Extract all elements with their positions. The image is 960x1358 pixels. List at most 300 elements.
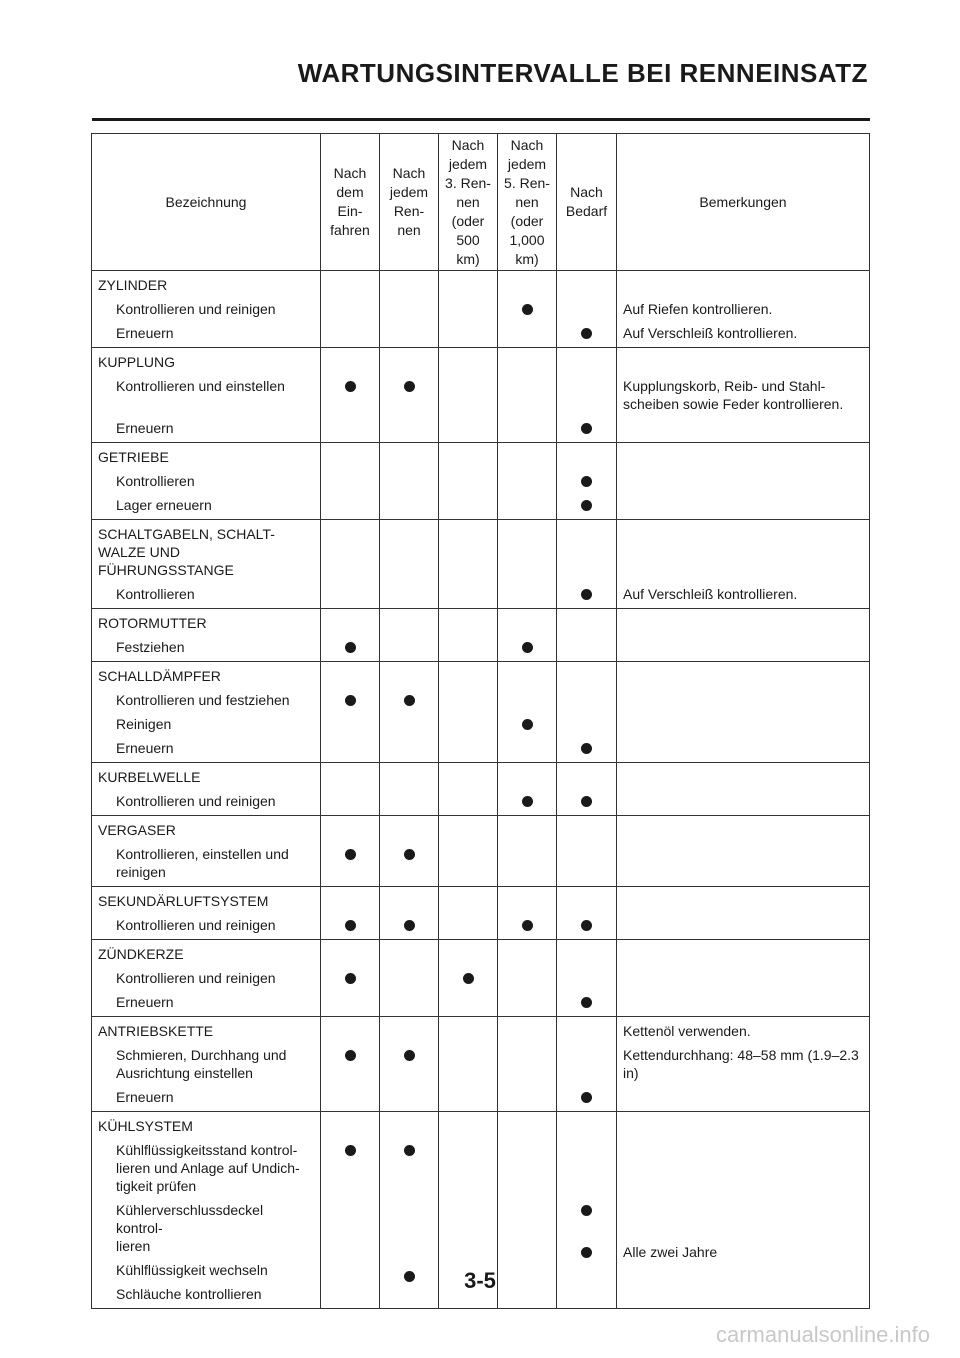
section-remark (623, 353, 863, 371)
check-dot-icon (404, 381, 415, 392)
header-remarks (617, 134, 870, 271)
mark-slot (498, 715, 556, 733)
section-spacer (380, 1022, 438, 1040)
check-dot-icon (522, 920, 533, 931)
mark-slot (498, 845, 556, 881)
task-label: Reinigen (116, 716, 172, 732)
watermark: carmanualsonline.info (715, 1322, 930, 1347)
section-spacer (439, 768, 497, 786)
task-label: Kühlerverschlussdeckel kontrol- lieren (116, 1202, 264, 1254)
interval-cell (380, 940, 439, 1017)
interval-cell (439, 520, 498, 609)
section-spacer (380, 667, 438, 685)
section-spacer (498, 448, 556, 466)
section-spacer (321, 276, 379, 294)
item-name-cell (92, 1017, 321, 1112)
mark-slot (557, 1141, 616, 1195)
mark-slot (439, 1243, 497, 1261)
mark-slot (380, 792, 438, 810)
task-label: Schläuche kontrollieren (116, 1286, 262, 1302)
mark-slot (321, 638, 379, 656)
section-spacer (498, 614, 556, 632)
interval-cell (380, 887, 439, 940)
task-remark (623, 472, 863, 490)
section-spacer (321, 945, 379, 963)
mark-slot (498, 1201, 556, 1237)
header-remarks-label: Bemerkungen (699, 193, 787, 210)
mark-slot (380, 969, 438, 987)
mark-slot (557, 377, 616, 413)
mark-slot (321, 300, 379, 318)
page-number: 3-5 (464, 1268, 496, 1293)
check-dot-icon (345, 920, 356, 931)
mark-slot (498, 1088, 556, 1106)
maintenance-table (91, 133, 870, 1309)
task-label: Kontrollieren (116, 586, 195, 602)
mark-slot (498, 739, 556, 757)
mark-slot (321, 969, 379, 987)
remarks-cell (617, 887, 870, 940)
section-spacer (321, 892, 379, 910)
mark-slot (321, 739, 379, 757)
section-remark (623, 1117, 863, 1135)
check-dot-icon (581, 500, 592, 511)
interval-cell (321, 816, 380, 887)
section-spacer (380, 768, 438, 786)
interval-cell (321, 609, 380, 662)
interval-cell (439, 940, 498, 1017)
table-row (92, 271, 870, 348)
mark-slot (439, 1201, 497, 1237)
mark-slot (498, 1046, 556, 1082)
mark-slot (557, 792, 616, 810)
table-row (92, 662, 870, 763)
check-dot-icon (345, 973, 356, 984)
task-remark (623, 1201, 863, 1237)
mark-slot (557, 300, 616, 318)
mark-slot (439, 691, 497, 709)
mark-slot (439, 969, 497, 987)
task-remark (623, 1088, 863, 1106)
interval-cell (321, 763, 380, 816)
interval-cell (498, 520, 557, 609)
section-remark (623, 525, 863, 579)
title-rule (92, 118, 870, 121)
section-name: KUPPLUNG (98, 354, 176, 370)
check-dot-icon (581, 328, 592, 339)
interval-cell (557, 520, 617, 609)
section-spacer (439, 1117, 497, 1135)
check-dot-icon (581, 476, 592, 487)
table-row (92, 609, 870, 662)
task-remark: Auf Riefen kontrollieren. (623, 301, 773, 317)
section-spacer (557, 667, 616, 685)
item-name-cell (92, 816, 321, 887)
task-remark: Alle zwei Jahre (623, 1244, 718, 1260)
section-remark (623, 768, 863, 786)
section-name: VERGASER (98, 822, 176, 838)
section-spacer (498, 1022, 556, 1040)
section-spacer (498, 821, 556, 839)
interval-cell (557, 887, 617, 940)
mark-slot (380, 585, 438, 603)
remarks-cell (617, 609, 870, 662)
check-dot-icon (522, 642, 533, 653)
check-dot-icon (581, 920, 592, 931)
check-dot-icon (404, 1145, 415, 1156)
section-spacer (439, 945, 497, 963)
interval-cell (498, 940, 557, 1017)
task-remark: Auf Verschleiß kontrollieren. (623, 325, 798, 341)
remarks-cell (617, 662, 870, 763)
remarks-cell (617, 763, 870, 816)
interval-cell (557, 816, 617, 887)
section-spacer (439, 353, 497, 371)
mark-slot (498, 792, 556, 810)
section-spacer (439, 821, 497, 839)
interval-cell (498, 887, 557, 940)
section-spacer (321, 448, 379, 466)
mark-slot (380, 1141, 438, 1195)
check-dot-icon (522, 304, 533, 315)
interval-cell (380, 763, 439, 816)
mark-slot (557, 472, 616, 490)
interval-cell (498, 348, 557, 443)
section-spacer (498, 945, 556, 963)
mark-slot (380, 1243, 438, 1261)
section-spacer (321, 768, 379, 786)
item-name-cell (92, 348, 321, 443)
header-c5: Nach Bedarf (557, 134, 617, 271)
section-remark (623, 892, 863, 910)
mark-slot (321, 1243, 379, 1261)
header-name-label: Bezeichnung (165, 193, 247, 210)
section-remark (623, 276, 863, 294)
check-dot-icon (522, 719, 533, 730)
interval-cell (498, 816, 557, 887)
section-spacer (380, 614, 438, 632)
section-spacer (380, 892, 438, 910)
mark-slot (557, 1088, 616, 1106)
check-dot-icon (345, 849, 356, 860)
header-c2: Nach jedem Ren- nen (380, 134, 439, 271)
mark-slot (498, 472, 556, 490)
mark-slot (498, 419, 556, 437)
interval-cell (557, 443, 617, 520)
section-spacer (557, 525, 616, 579)
interval-cell (439, 662, 498, 763)
mark-slot (380, 993, 438, 1011)
mark-slot (439, 638, 497, 656)
mark-slot (321, 1088, 379, 1106)
item-name-cell (92, 887, 321, 940)
check-dot-icon (581, 423, 592, 434)
interval-cell (321, 940, 380, 1017)
mark-slot (321, 691, 379, 709)
task-label: Festziehen (116, 639, 185, 655)
mark-slot (439, 324, 497, 342)
mark-slot (321, 845, 379, 881)
section-remark: Kettenöl verwenden. (623, 1023, 751, 1039)
mark-slot (380, 739, 438, 757)
section-spacer (380, 1117, 438, 1135)
section-remark (623, 614, 863, 632)
interval-cell (321, 271, 380, 348)
section-spacer (557, 1117, 616, 1135)
mark-slot (439, 1088, 497, 1106)
task-remark (623, 993, 863, 1011)
task-label: Erneuern (116, 325, 174, 341)
section-name: SEKUNDÄRLUFTSYSTEM (98, 893, 269, 909)
section-name: ZÜNDKERZE (98, 946, 184, 962)
mark-slot (321, 993, 379, 1011)
check-dot-icon (522, 796, 533, 807)
mark-slot (557, 969, 616, 987)
mark-slot (321, 1201, 379, 1237)
interval-cell (321, 520, 380, 609)
header-row (92, 134, 870, 271)
remarks-cell (617, 271, 870, 348)
mark-slot (380, 691, 438, 709)
section-spacer (557, 768, 616, 786)
task-remark (623, 691, 863, 709)
mark-slot (380, 715, 438, 733)
interval-cell (321, 443, 380, 520)
task-label: Lager erneuern (116, 497, 212, 513)
task-remark (623, 916, 863, 934)
task-label: Kontrollieren (116, 473, 195, 489)
mark-slot (498, 993, 556, 1011)
mark-slot (380, 300, 438, 318)
task-label: Erneuern (116, 420, 174, 436)
task-remark (623, 792, 863, 810)
mark-slot (557, 1046, 616, 1082)
mark-slot (439, 1046, 497, 1082)
mark-slot (321, 1046, 379, 1082)
section-name: ROTORMUTTER (98, 615, 207, 631)
section-spacer (380, 821, 438, 839)
table-row (92, 443, 870, 520)
interval-cell (380, 816, 439, 887)
mark-slot (498, 1141, 556, 1195)
task-label: Erneuern (116, 1089, 174, 1105)
interval-cell (439, 763, 498, 816)
mark-slot (380, 916, 438, 934)
interval-cell (498, 271, 557, 348)
interval-cell (380, 662, 439, 763)
section-spacer (380, 525, 438, 579)
mark-slot (498, 324, 556, 342)
task-remark: Kupplungskorb, Reib- und Stahl- scheiben sowie Feder kontrollieren. (623, 378, 844, 412)
interval-cell (380, 271, 439, 348)
item-name-cell (92, 763, 321, 816)
interval-cell (557, 348, 617, 443)
section-spacer (557, 892, 616, 910)
section-remark (623, 821, 863, 839)
mark-slot (380, 324, 438, 342)
task-remark (623, 739, 863, 757)
interval-cell (321, 887, 380, 940)
interval-cell (557, 609, 617, 662)
mark-slot (498, 916, 556, 934)
check-dot-icon (345, 1145, 356, 1156)
section-spacer (380, 353, 438, 371)
mark-slot (439, 419, 497, 437)
task-label: Kühlflüssigkeit wechseln (116, 1262, 268, 1278)
mark-slot (557, 845, 616, 881)
check-dot-icon (404, 1050, 415, 1061)
task-label: Kontrollieren und reinigen (116, 970, 276, 986)
section-remark (623, 448, 863, 466)
check-dot-icon (345, 1050, 356, 1061)
mark-slot (557, 585, 616, 603)
section-spacer (321, 821, 379, 839)
task-remark: Kettendurchhang: 48–58 mm (1.9–2.3 in) (623, 1047, 859, 1081)
remarks-cell (617, 348, 870, 443)
section-name: SCHALTGABELN, SCHALT- WALZE UND FÜHRUNGSSTANGE (98, 526, 275, 578)
task-label: Kontrollieren und reinigen (116, 301, 276, 317)
task-label: Kontrollieren und reinigen (116, 917, 276, 933)
remarks-cell (617, 816, 870, 887)
task-label: Erneuern (116, 740, 174, 756)
mark-slot (439, 496, 497, 514)
mark-slot (498, 1243, 556, 1261)
check-dot-icon (345, 695, 356, 706)
check-dot-icon (581, 796, 592, 807)
mark-slot (498, 969, 556, 987)
mark-slot (380, 377, 438, 413)
section-spacer (557, 448, 616, 466)
check-dot-icon (581, 1247, 592, 1258)
mark-slot (557, 691, 616, 709)
interval-cell (498, 443, 557, 520)
section-spacer (321, 1022, 379, 1040)
interval-cell (380, 609, 439, 662)
section-spacer (557, 276, 616, 294)
table-row (92, 816, 870, 887)
mark-slot (380, 1201, 438, 1237)
table-row (92, 763, 870, 816)
mark-slot (439, 715, 497, 733)
check-dot-icon (345, 642, 356, 653)
interval-cell (439, 348, 498, 443)
section-spacer (321, 667, 379, 685)
task-remark (623, 419, 863, 437)
mark-slot (557, 993, 616, 1011)
task-label: Kühlflüssigkeitsstand kontrol- lieren und Anlage auf Undich- tigkeit prüfen (116, 1142, 300, 1194)
mark-slot (439, 916, 497, 934)
interval-cell (439, 609, 498, 662)
interval-cell (498, 1017, 557, 1112)
mark-slot (321, 377, 379, 413)
table-row (92, 1017, 870, 1112)
section-spacer (557, 614, 616, 632)
check-dot-icon (404, 849, 415, 860)
mark-slot (439, 1141, 497, 1195)
mark-slot (557, 1201, 616, 1237)
task-remark (623, 845, 863, 881)
mark-slot (321, 419, 379, 437)
interval-cell (321, 348, 380, 443)
section-spacer (498, 276, 556, 294)
mark-slot (557, 324, 616, 342)
section-name: SCHALLDÄMPFER (98, 668, 221, 684)
item-name-cell (92, 609, 321, 662)
mark-slot (557, 1243, 616, 1261)
table-row (92, 520, 870, 609)
section-spacer (439, 667, 497, 685)
page-title: WARTUNGSINTERVALLE BEI RENNEINSATZ (297, 58, 868, 88)
mark-slot (380, 845, 438, 881)
mark-slot (380, 638, 438, 656)
interval-cell (439, 271, 498, 348)
interval-cell (498, 763, 557, 816)
task-label: Kontrollieren und festziehen (116, 692, 290, 708)
section-spacer (380, 276, 438, 294)
interval-cell (498, 609, 557, 662)
check-dot-icon (345, 381, 356, 392)
interval-cell (380, 1017, 439, 1112)
table-row (92, 887, 870, 940)
section-spacer (321, 614, 379, 632)
check-dot-icon (581, 1092, 592, 1103)
check-dot-icon (404, 695, 415, 706)
section-spacer (498, 667, 556, 685)
remarks-cell (617, 520, 870, 609)
task-remark (623, 1141, 863, 1195)
interval-cell (321, 662, 380, 763)
mark-slot (380, 1088, 438, 1106)
remarks-cell (617, 443, 870, 520)
section-spacer (439, 276, 497, 294)
mark-slot (321, 1141, 379, 1195)
task-remark (623, 496, 863, 514)
mark-slot (380, 472, 438, 490)
mark-slot (498, 377, 556, 413)
section-spacer (380, 945, 438, 963)
mark-slot (439, 300, 497, 318)
mark-slot (498, 638, 556, 656)
section-spacer (321, 525, 379, 579)
mark-slot (439, 993, 497, 1011)
check-dot-icon (463, 973, 474, 984)
mark-slot (557, 715, 616, 733)
mark-slot (321, 715, 379, 733)
mark-slot (439, 845, 497, 881)
section-spacer (439, 525, 497, 579)
mark-slot (321, 916, 379, 934)
item-name-cell (92, 662, 321, 763)
header-c3: Nach jedem 3. Ren- nen (oder 500 km) (439, 134, 498, 271)
section-spacer (498, 892, 556, 910)
interval-cell (321, 1017, 380, 1112)
item-name-cell (92, 520, 321, 609)
interval-cell (557, 1017, 617, 1112)
section-name: ANTRIEBSKETTE (98, 1023, 214, 1039)
task-remark (623, 969, 863, 987)
check-dot-icon (581, 589, 592, 600)
section-spacer (380, 448, 438, 466)
mark-slot (557, 496, 616, 514)
section-spacer (557, 1022, 616, 1040)
section-spacer (321, 353, 379, 371)
mark-slot (498, 691, 556, 709)
mark-slot (380, 496, 438, 514)
section-spacer (439, 1022, 497, 1040)
interval-cell (380, 443, 439, 520)
mark-slot (557, 739, 616, 757)
interval-cell (557, 271, 617, 348)
